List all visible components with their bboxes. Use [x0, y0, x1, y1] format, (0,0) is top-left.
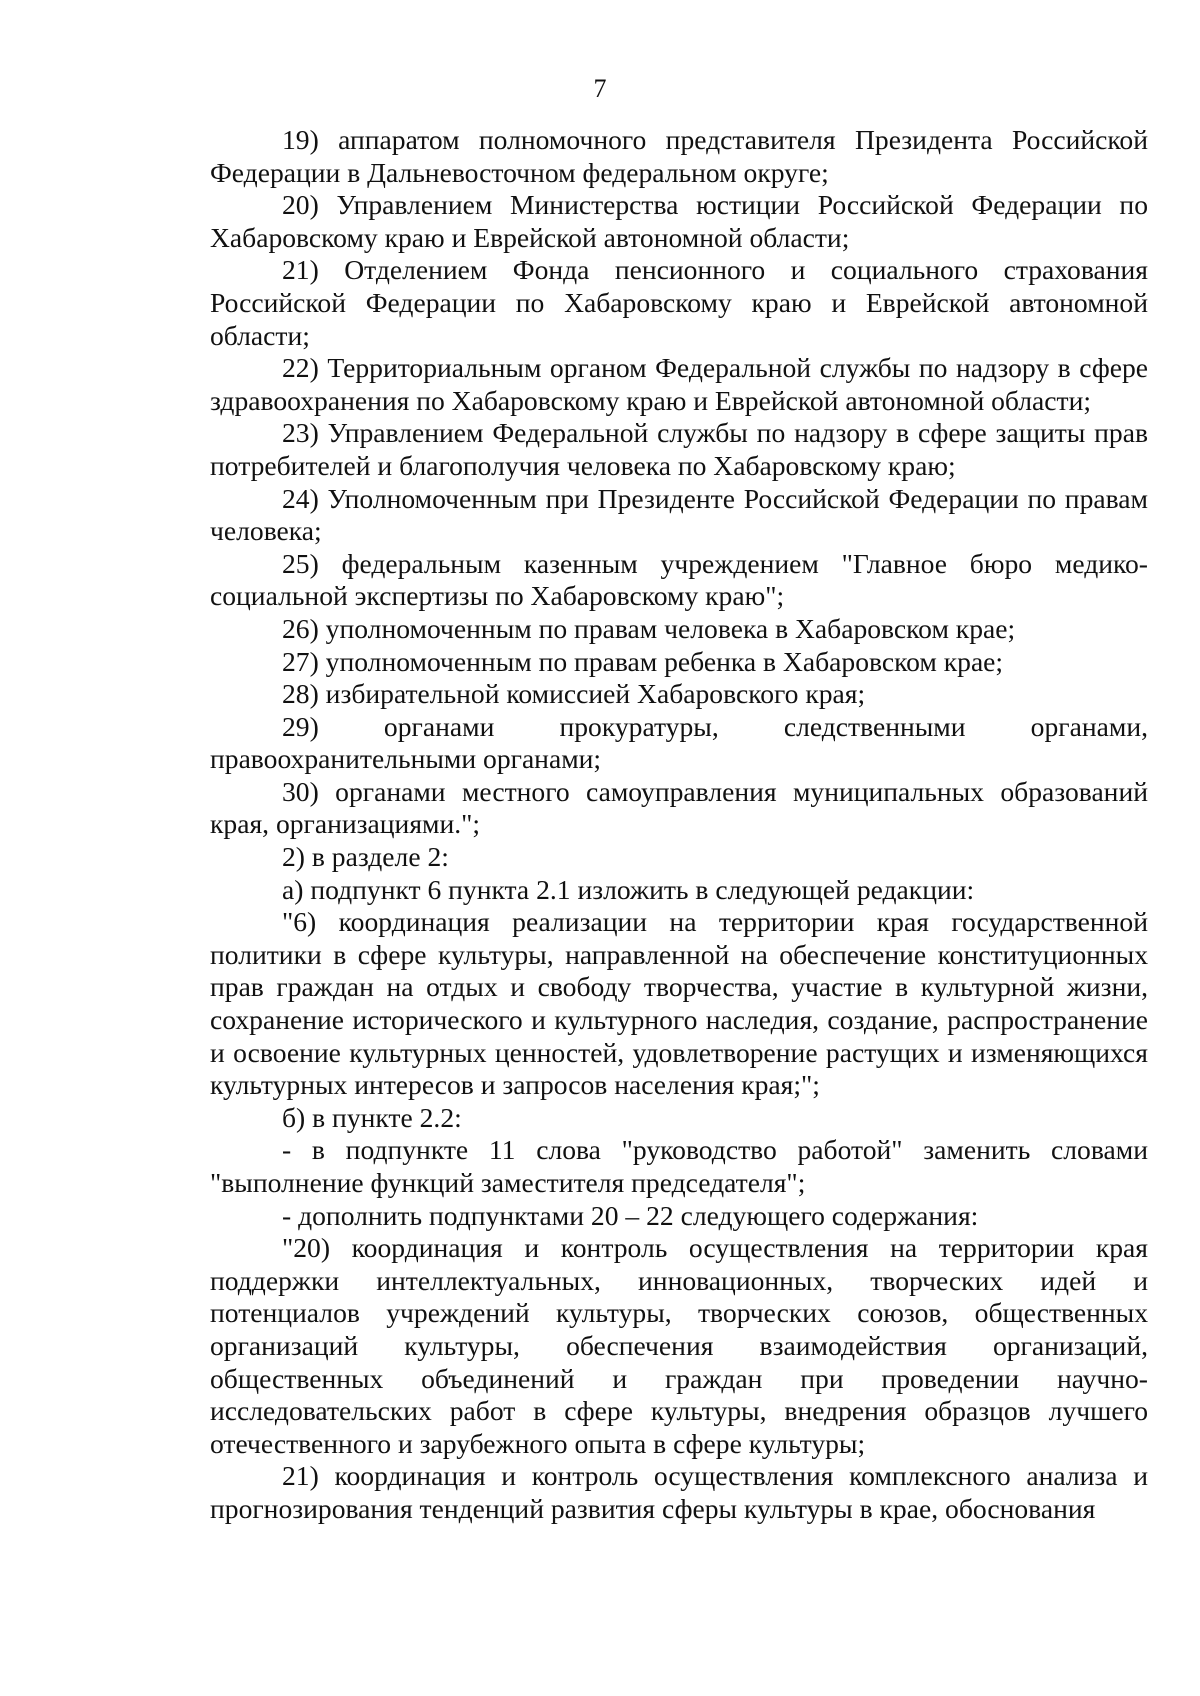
amendment-item: - дополнить подпунктами 20 – 22 следующего содержания: [282, 1199, 979, 1231]
list-item: 21) Отделением Фонда пенсионного и социального страхования Российской Федерации по Хабаровскому краю и Еврейской автономной области; [210, 254, 1148, 351]
list-item: 23) Управлением Федеральной службы по надзору в сфере защиты прав потребителей и благополучия человека по Хабаровскому краю; [210, 417, 1148, 481]
list-item: 25) федеральным казенным учреждением "Главное бюро медико-социальной экспертизы по Хабаровскому краю"; [210, 547, 1148, 612]
subsection-item: а) подпункт 6 пункта 2.1 изложить в следующей редакции: [282, 873, 975, 905]
quoted-paragraph: 21) координация и контроль осуществления комплексного анализа и прогнозирования тенденций развития сферы культуры в крае, обоснования [210, 1460, 1148, 1524]
section-item: 2) в разделе 2: [282, 841, 449, 873]
page-number: 7 [593, 74, 607, 103]
document-body [210, 124, 1148, 1526]
list-item: 20) Управлением Министерства юстиции Российской Федерации по Хабаровскому краю и Еврейской автономной области; [210, 189, 1148, 253]
quoted-paragraph: "20) координация и контроль осуществления на территории края поддержки интеллектуальных, инновационных, творческих идей и потенциалов учреждений культуры, творческих союзов, общественных организаций культуры, обеспечения взаимодействия организаций, общественных объединений и граждан при проведении научно-исследовательских работ в сфере культуры, внедрения образцов лучшего отечественного и зарубежного опыта в сфере культуры; [210, 1232, 1148, 1459]
list-item: 29) органами прокуратуры, следственными органами, правоохранительными органами; [210, 710, 1148, 775]
amendment-item: - в подпункте 11 слова "руководство работой" заменить словами "выполнение функций заместителя председателя"; [210, 1134, 1148, 1198]
list-item: 27) уполномоченным по правам ребенка в Хабаровском крае; [282, 645, 1004, 677]
quoted-paragraph: "6) координация реализации на территории края государственной политики в сфере культуры, направленной на обеспечение конституционных прав граждан на отдых и свободу творчества, участие в культурной жизни, сохранение исторического и культурного наследия, создание, распространение и освоение культурных ценностей, удовлетворение растущих и изменяющихся культурных интересов и запросов населения края;"; [210, 906, 1148, 1101]
list-item: 30) органами местного самоуправления муниципальных образований края, организациями."; [210, 775, 1148, 840]
list-item: 22) Территориальным органом Федеральной службы по надзору в сфере здравоохранения по Хабаровскому краю и Еврейской автономной области; [210, 352, 1148, 416]
list-item: 26) уполномоченным по правам человека в Хабаровском крае; [282, 612, 1016, 644]
list-item: 19) аппаратом полномочного представителя Президента Российской Федерации в Дальневосточном федеральном округе; [210, 124, 1148, 188]
list-item: 28) избирательной комиссией Хабаровского края; [282, 678, 866, 710]
subsection-item: б) в пункте 2.2: [282, 1101, 462, 1133]
list-item: 24) Уполномоченным при Президенте Российской Федерации по правам человека; [210, 482, 1148, 547]
